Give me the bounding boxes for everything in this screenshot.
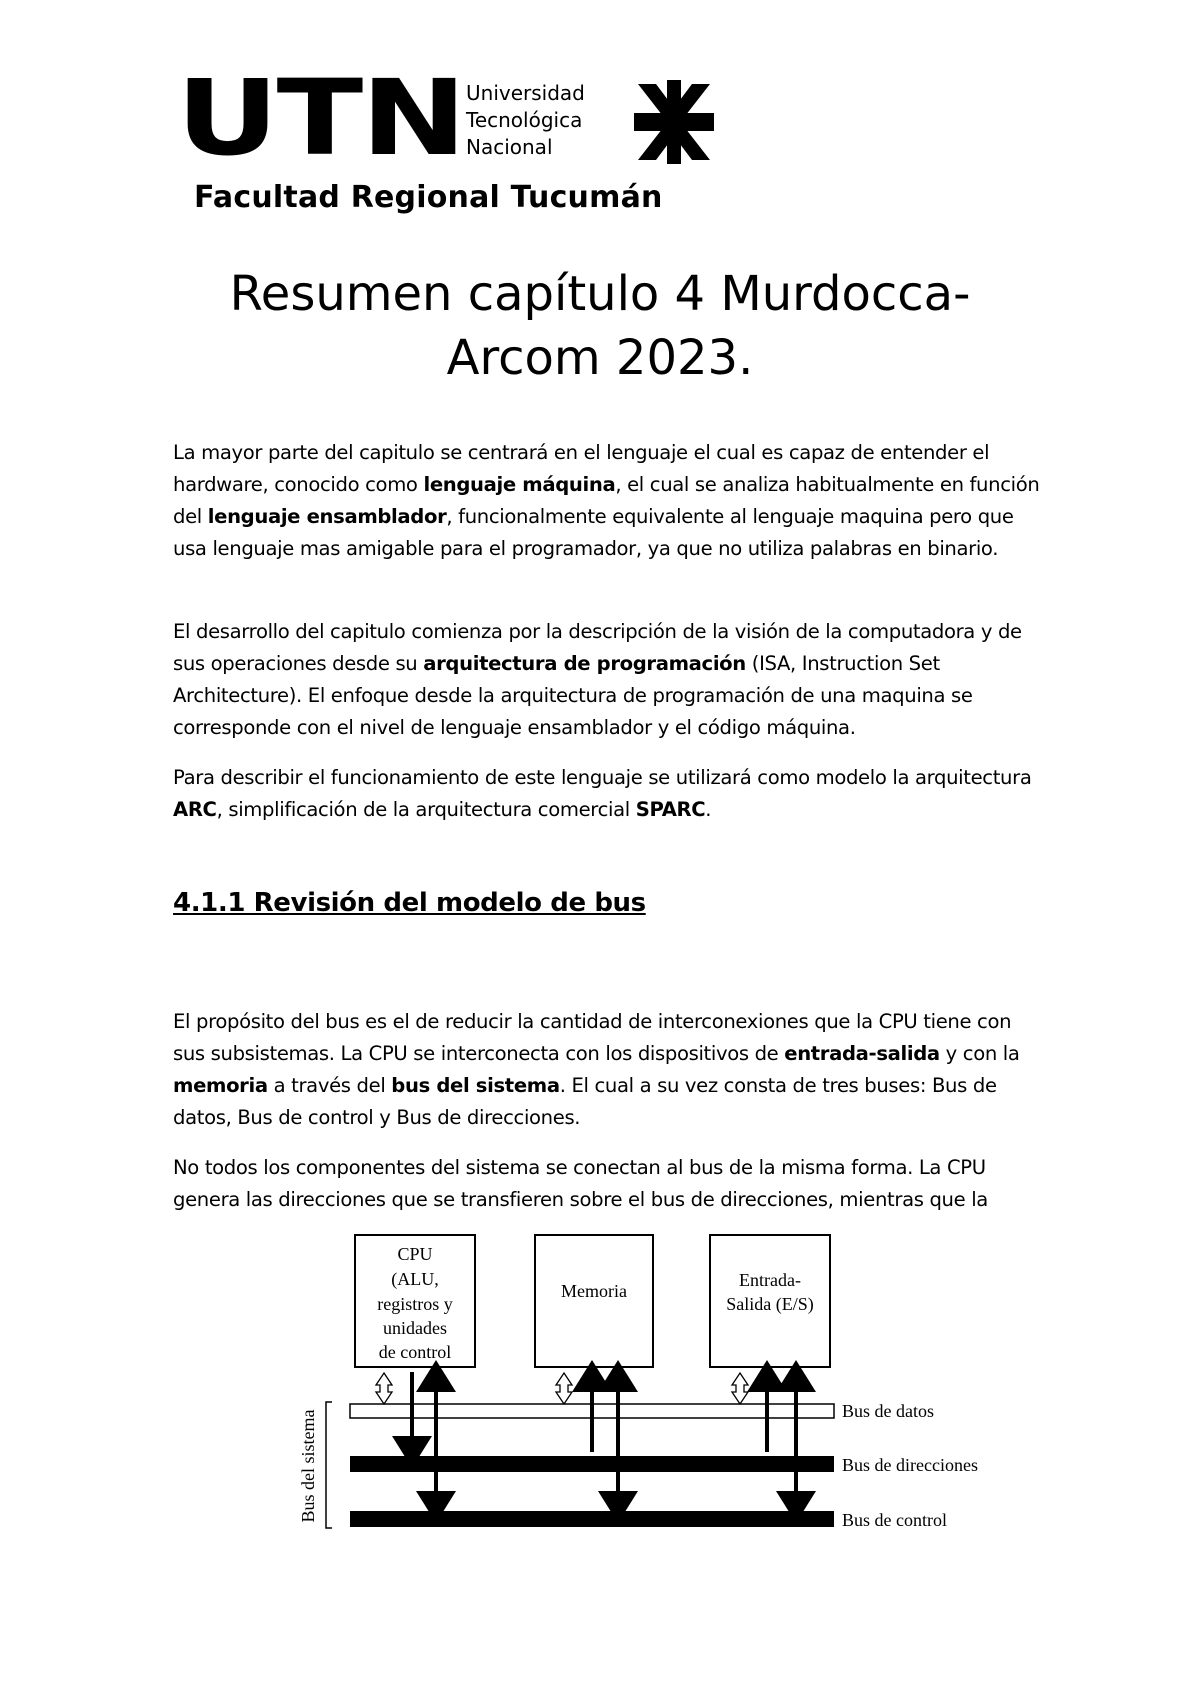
bus-datos-label: Bus de datos <box>842 1401 934 1421</box>
term-memoria: memoria <box>173 1074 268 1097</box>
logo-university-line-2: Tecnológica <box>466 108 583 132</box>
bus-control-bar <box>350 1511 834 1527</box>
cpu-label-4: unidades <box>383 1318 447 1338</box>
memory-label: Memoria <box>561 1281 627 1301</box>
term-bus-del-sistema: bus del sistema <box>391 1074 560 1097</box>
logo-university-line-3: Nacional <box>466 135 553 159</box>
bus-sistema-label: Bus del sistema <box>298 1409 318 1523</box>
cpu-label-1: CPU <box>397 1244 433 1264</box>
logo-faculty: Facultad Regional Tucumán <box>194 180 663 215</box>
io-label-1: Entrada- <box>739 1270 801 1290</box>
memory-box <box>535 1235 653 1367</box>
term-lenguaje-maquina: lenguaje máquina <box>423 473 616 496</box>
paragraph-bus-components: No todos los componentes del sistema se conectan al bus de la misma forma. La CPU genera las direcciones que se transfieren sobre el bus de direcciones, mientras que la <box>173 1156 988 1211</box>
section-heading: 4.1.1 Revisión del modelo de bus <box>173 888 646 918</box>
system-bus-diagram <box>280 1230 1000 1560</box>
bus-sistema-bracket <box>326 1402 332 1528</box>
term-sparc: SPARC <box>635 798 706 821</box>
data-bus-arrows <box>376 1373 748 1404</box>
io-label-2: Salida (E/S) <box>726 1294 814 1314</box>
cpu-label-5: de control <box>378 1342 452 1362</box>
cpu-box <box>355 1235 475 1367</box>
term-arquitectura-programacion: arquitectura de programación <box>423 652 746 675</box>
utn-logo <box>176 57 724 228</box>
page-title <box>120 262 1080 390</box>
paragraph-arc: Para describir el funcionamiento de este lenguaje se utilizará como modelo la arquitectura ARC, simplificación de la arquitectura comercial SPARC. <box>173 766 1032 821</box>
utn-emblem-icon <box>634 80 714 164</box>
cpu-label-3: registros y <box>377 1294 453 1314</box>
paragraph-intro: La mayor parte del capitulo se centrará en el lenguaje el cual es capaz de entender el hardware, conocido como lenguaje máquina, el cual se analiza habitualmente en función del lenguaje ensamblador, funcionalmente equivalente al lenguaje maquina pero que usa lenguaje mas amigable para el programador, ya que no utiliza palabras en binario. <box>173 441 1040 560</box>
term-entrada-salida: entrada-salida <box>784 1042 940 1065</box>
bus-direcciones-bar <box>350 1456 834 1472</box>
cpu-label-2: (ALU, <box>391 1269 439 1289</box>
term-arc: ARC <box>173 798 217 821</box>
logo-utn-letters: UTN <box>176 57 465 179</box>
title-line-1: Resumen capítulo 4 Murdocca- <box>229 266 971 322</box>
io-box <box>710 1235 830 1367</box>
term-lenguaje-ensamblador: lenguaje ensamblador <box>207 505 447 528</box>
logo-university-name <box>466 80 585 161</box>
paragraph-bus-purpose: El propósito del bus es el de reducir la cantidad de interconexiones que la CPU tiene con sus subsistemas. La CPU se interconecta con los dispositivos de entrada-salida y con la memoria a través del bus del sistema. El cual a su vez consta de tres buses: Bus de datos, Bus de control y Bus de direcciones. <box>173 1010 1020 1129</box>
title-line-2: Arcom 2023. <box>446 330 754 386</box>
bus-control-label: Bus de control <box>842 1510 947 1530</box>
paragraph-isa: El desarrollo del capitulo comienza por la descripción de la visión de la computadora y de sus operaciones desde su arquitectura de programación (ISA, Instruction Set Architecture). El enfoque desde la arquitectura de programación de una maquina se corresponde con el nivel de lenguaje ensamblador y el código máquina. <box>173 620 1022 739</box>
bus-direcciones-label: Bus de direcciones <box>842 1455 978 1475</box>
logo-university-line-1: Universidad <box>466 81 585 105</box>
